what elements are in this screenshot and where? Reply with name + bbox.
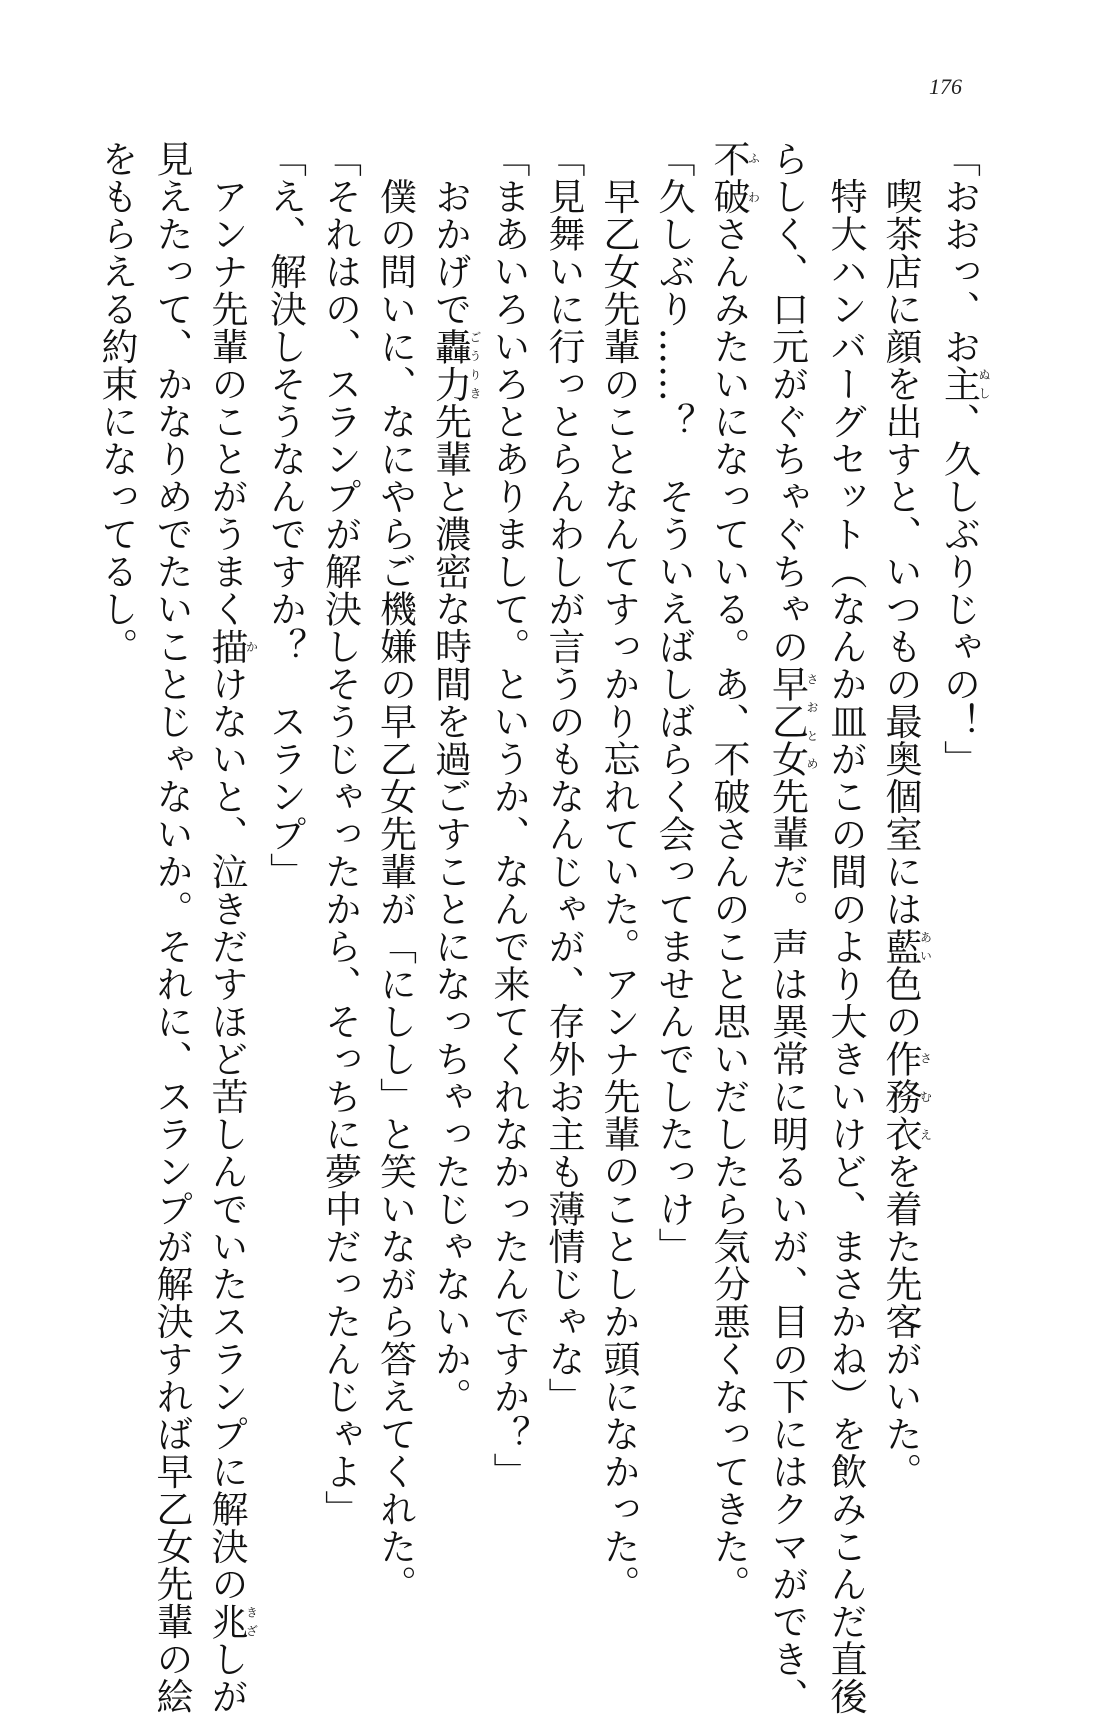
text-line	[368, 140, 423, 1500]
text-segment: 「え、解決しそうなんですか？ スランプ」	[264, 140, 307, 890]
ruby-word	[205, 1603, 248, 1641]
ruby-base: 不破	[707, 140, 750, 215]
ruby-reading: ぬし	[977, 365, 991, 403]
text-line	[258, 140, 313, 1500]
ruby-base: 藍	[879, 928, 922, 966]
ruby-word	[707, 140, 750, 215]
text-line	[536, 140, 591, 1500]
text-segment: 先輩だ。声は異常に明るいが、目の下にはクマができ、	[766, 778, 809, 1715]
text-line	[144, 140, 199, 1500]
text-line	[89, 140, 144, 1500]
vertical-text-body	[270, 140, 990, 1500]
ruby-reading: きざ	[245, 1603, 259, 1641]
text-line	[873, 140, 932, 1500]
text-segment: をもらえる約束になってるし。	[95, 140, 138, 665]
ruby-word	[205, 628, 248, 666]
text-segment: 「それはの、スランプが解決しそうじゃったから、そっちに夢中だったんじゃよ」	[319, 140, 362, 1528]
text-line	[932, 140, 991, 1500]
text-line	[818, 140, 873, 1500]
ruby-reading: か	[245, 628, 259, 666]
text-segment: 喫茶店に顔を出すと、いつもの最奥個室には	[879, 140, 922, 928]
text-segment: 特大ハンバーグセット（なんか皿がこの間のより大きいけど、まさかね）を飲みこんだ直後	[824, 140, 867, 1715]
ruby-reading: ふわ	[747, 140, 761, 215]
text-segment: さんみたいになっている。あ、不破さんのこと思いだしたら気分悪くなってきた。	[707, 215, 750, 1603]
text-segment: 「おおっ、お	[938, 140, 981, 365]
text-line	[701, 140, 760, 1500]
page-number: 176	[929, 74, 962, 100]
text-segment: らしく、口元がぐちゃぐちゃの	[766, 140, 809, 665]
text-line	[199, 140, 258, 1500]
text-segment: アンナ先輩のことがうまく	[205, 140, 248, 628]
text-segment: けないと、泣きだすほど苦しんでいたスランプに解決の	[205, 665, 248, 1603]
text-line	[760, 140, 819, 1500]
ruby-reading: さむえ	[919, 1040, 933, 1153]
text-segment: しが	[205, 1640, 248, 1715]
text-segment: 、久しぶりじゃの！」	[938, 403, 981, 778]
text-segment: 「まあいろいろとありまして。というか、なんで来てくれなかったんですか？」	[487, 140, 530, 1490]
text-segment: 見えたって、かなりめでたいことじゃないか。それに、スランプが解決すれば早乙女先輩の絵	[150, 140, 193, 1715]
ruby-base: 主	[938, 365, 981, 403]
ruby-word	[879, 1040, 922, 1153]
text-line	[646, 140, 701, 1500]
text-segment: 僕の問いに、なにやらご機嫌の早乙女先輩が「にしし」と笑いながら答えてくれた。	[374, 140, 417, 1603]
text-line	[591, 140, 646, 1500]
text-segment: を着た先客がいた。	[879, 1153, 922, 1491]
text-line	[313, 140, 368, 1500]
text-line	[481, 140, 536, 1500]
ruby-word	[766, 665, 809, 778]
ruby-word	[879, 928, 922, 966]
ruby-base: 早乙女	[766, 665, 809, 778]
ruby-reading: さおとめ	[805, 665, 819, 778]
ruby-word	[429, 328, 472, 403]
text-line	[423, 140, 482, 1500]
ruby-reading: ごうりき	[468, 328, 482, 403]
ruby-base: 作務衣	[879, 1040, 922, 1153]
ruby-base: 描	[205, 628, 248, 666]
text-segment: 色の	[879, 965, 922, 1040]
text-segment: 早乙女先輩のことなんてすっかり忘れていた。アンナ先輩のことしか頭になかった。	[597, 140, 640, 1603]
ruby-word	[938, 365, 981, 403]
ruby-base: 兆	[205, 1603, 248, 1641]
text-segment: 「久しぶり……？ そういえばしばらく会ってませんでしたっけ」	[652, 140, 695, 1265]
ruby-reading: あい	[919, 928, 933, 966]
text-segment: 先輩と濃密な時間を過ごすことになっちゃったじゃないか。	[429, 403, 472, 1416]
ruby-base: 轟力	[429, 328, 472, 403]
text-segment: 「見舞いに行っとらんわしが言うのもなんじゃが、存外お主も薄情じゃな」	[542, 140, 585, 1415]
text-segment: おかげで	[429, 140, 472, 328]
